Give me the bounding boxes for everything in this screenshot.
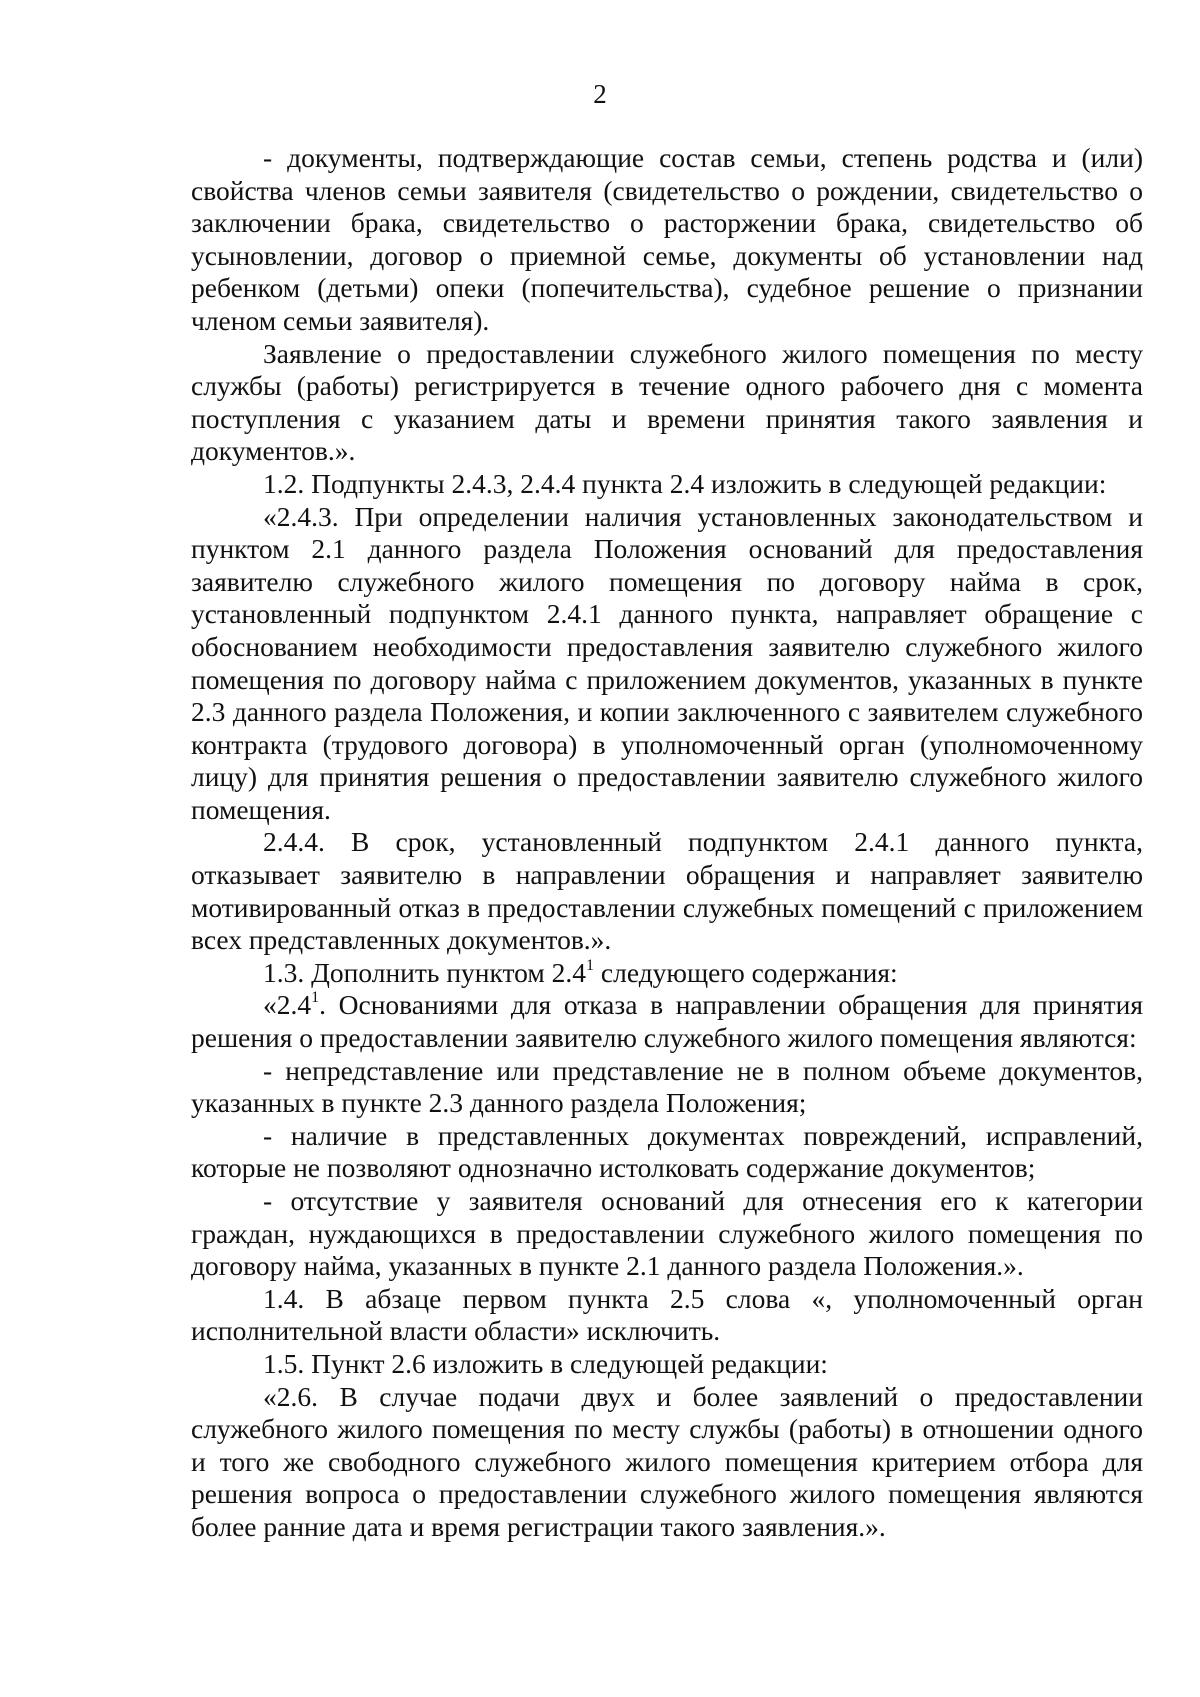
document-body [191, 142, 1143, 1544]
paragraph-2-4-1-before: «2.4 [263, 989, 312, 1021]
paragraph-family-documents: - документы, подтверждающие состав семьи, степень родства и (или) свойства членов семьи заявителя (свидетельство о рождении, свидетельство о заключении брака, свидетельство о расторжении брака, свидетельство об усыновлении, договор о приемной семье, документы об установлении над ребенком (детьми) опеки (попечительства), судебное решение о признании членом семьи заявителя). [191, 142, 1143, 336]
paragraph-application-registration: Заявление о предоставлении служебного жилого помещения по месту службы (работы) регистрируется в течение одного рабочего дня с момента поступления с указанием даты и времени принятия такого заявления и документов.». [191, 337, 1143, 467]
paragraph-ground-damaged-documents: - наличие в представленных документах повреждений, исправлений, которые не позволяют однозначно истолковать содержание документов; [191, 1119, 1143, 1184]
paragraph-2-4-4: 2.4.4. В срок, установленный подпунктом 2.4.1 данного пункта, отказывает заявителю в направлении обращения и направляет заявителю мотивированный отказ в предоставлении служебных помещений с приложением всех представленных документов.». [191, 826, 1143, 956]
superscript-1: 1 [311, 989, 320, 1007]
paragraph-1-4: 1.4. В абзаце первом пункта 2.5 слова «, уполномоченный орган исполнительной власти области» исключить. [191, 1282, 1143, 1347]
paragraph-ground-no-basis: - отсутствие у заявителя оснований для отнесения его к категории граждан, нуждающихся в предоставлении служебного жилого помещения по договору найма, указанных в пункте 2.1 данного раздела Положения.». [191, 1185, 1143, 1282]
paragraph-ground-incomplete-documents: - непредставление или представление не в полном объеме документов, указанных в пункте 2.3 данного раздела Положения; [191, 1054, 1143, 1119]
superscript-1: 1 [586, 956, 595, 974]
paragraph-2-4-1-grounds [191, 989, 1143, 1054]
paragraph-1-3 [191, 957, 1143, 990]
paragraph-2-4-3: «2.4.3. При определении наличия установленных законодательством и пунктом 2.1 данного раздела Положения оснований для предоставления заявителю служебного жилого помещения по договору найма в срок, установленный подпунктом 2.4.1 данного пункта, направляет обращение с обоснованием необходимости предоставления заявителю служебного жилого помещения по договору найма с приложением документов, указанных в пункте 2.3 данного раздела Положения, и копии заключенного с заявителем служебного контракта (трудового договора) в уполномоченный орган (уполномоченному лицу) для принятия решения о предоставлении заявителю служебного жилого помещения. [191, 500, 1143, 825]
page-number: 2 [593, 79, 607, 109]
paragraph-1-5: 1.5. Пункт 2.6 изложить в следующей редакции: [263, 1347, 828, 1379]
paragraph-2-4-1-after: . Основаниями для отказа в направлении обращения для принятия решения о предоставлении заявителю служебного жилого помещения являются: [191, 989, 1143, 1054]
paragraph-2-6: «2.6. В случае подачи двух и более заявлений о предоставлении служебного жилого помещения по месту службы (работы) в отношении одного и того же свободного служебного жилого помещения критерием отбора для решения вопроса о предоставлении служебного жилого помещения являются более ранние дата и время регистрации такого заявления.». [191, 1380, 1143, 1542]
paragraph-1-3-before: 1.3. Дополнить пунктом 2.4 [263, 956, 587, 988]
paragraph-1-2: 1.2. Подпункты 2.4.3, 2.4.4 пункта 2.4 изложить в следующей редакции: [263, 467, 1107, 499]
paragraph-1-3-after: следующего содержания: [594, 956, 898, 988]
